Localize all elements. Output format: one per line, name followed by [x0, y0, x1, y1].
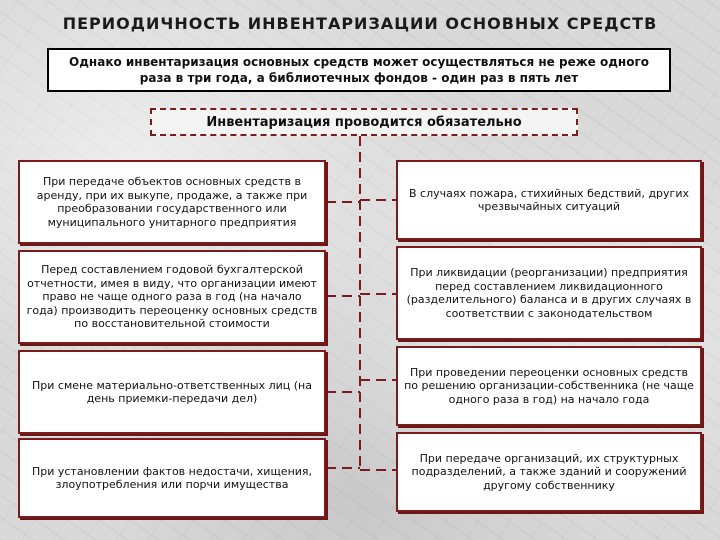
left-condition-3: При смене материально-ответственных лиц (на день приемки-передачи дел) [18, 350, 326, 434]
intro-note: Однако инвентаризация основных средств может осуществляться не реже одного раза в три года, а библиотечных фондов - один раз в пять лет [47, 48, 671, 92]
left-condition-2: Перед составлением годовой бухгалтерской отчетности, имея в виду, что организации имеют право не чаще одного раза в год (на начало года) производить переоценку основных средств по восстановительной стоимости [18, 250, 326, 344]
left-condition-4: При установлении фактов недостачи, хищения, злоупотребления или порчи имущества [18, 438, 326, 518]
right-condition-3: При проведении переоценки основных средств по решению организации-собственника (не чаще одного раза в год) на начало года [396, 346, 702, 426]
mandatory-heading: Инвентаризация проводится обязательно [150, 108, 578, 136]
right-condition-4: При передаче организаций, их структурных подразделений, а также зданий и сооружений другому собственнику [396, 432, 702, 512]
left-condition-1: При передаче объектов основных средств в аренду, при их выкупе, продаже, а также при преобразовании государственного или муниципального унитарного предприятия [18, 160, 326, 244]
page-title: ПЕРИОДИЧНОСТЬ ИНВЕНТАРИЗАЦИИ ОСНОВНЫХ СРЕДСТВ [62, 14, 658, 33]
right-condition-1: В случаях пожара, стихийных бедствий, других чрезвычайных ситуаций [396, 160, 702, 240]
right-condition-2: При ликвидации (реорганизации) предприятия перед составлением ликвидационного (разделительного) баланса и в других случаях в соответствии с законодательством [396, 246, 702, 340]
